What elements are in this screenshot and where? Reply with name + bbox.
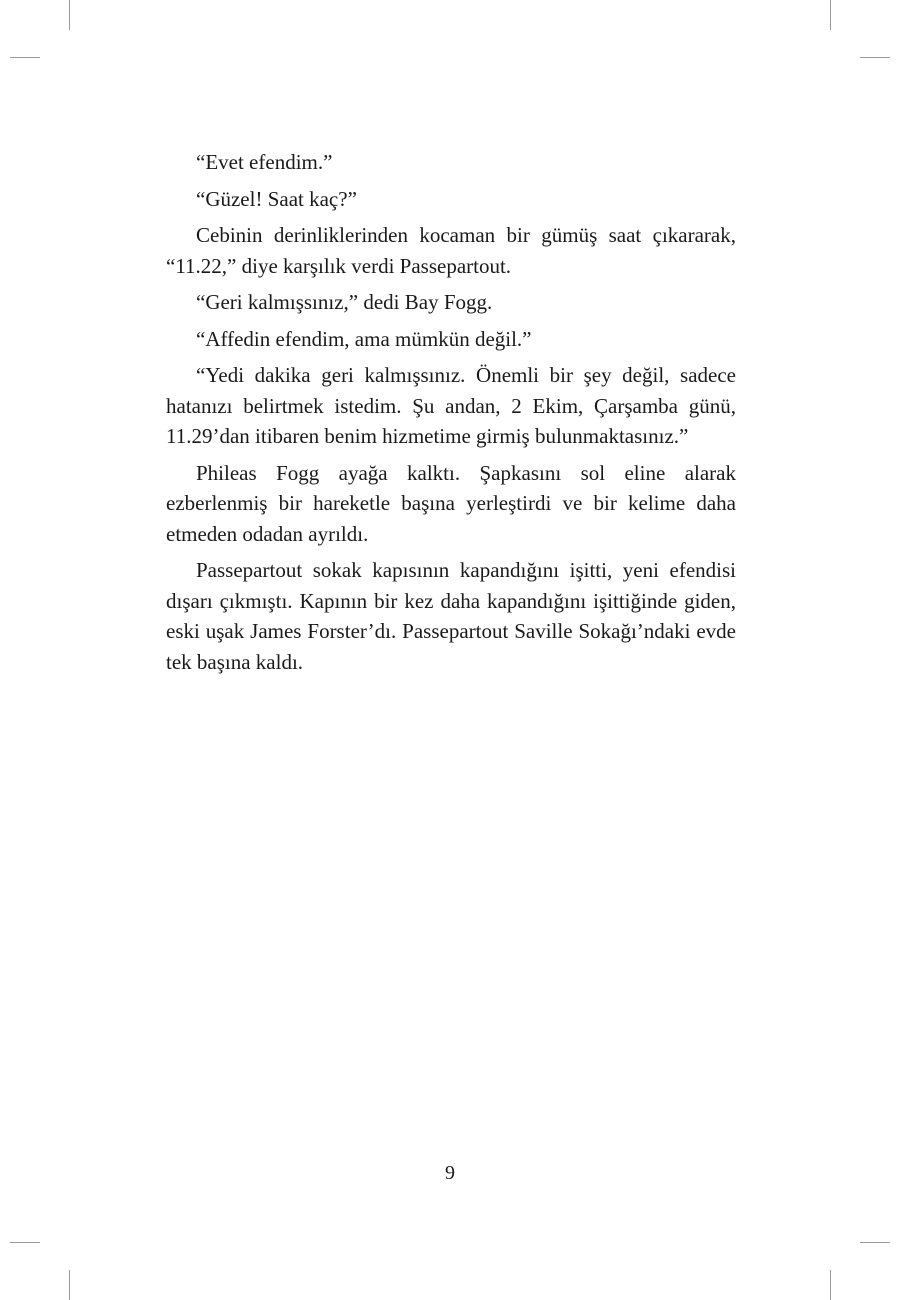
paragraph: Phileas Fogg ayağa kalktı. Şapkasını sol eline alarak ezberlenmiş bir hareketle başına yerleştirdi ve bir kelime daha etmeden odadan ayrıldı. [166,460,736,546]
crop-mark-top-left-horizontal [10,57,40,58]
crop-mark-bottom-left-vertical [69,1270,70,1300]
crop-mark-top-right-vertical [830,0,831,30]
crop-mark-bottom-right-vertical [830,1270,831,1300]
paragraph: “Affedin efendim, ama mümkün değil.” [196,326,532,351]
paragraph: “Güzel! Saat kaç?” [196,186,357,211]
crop-mark-top-left-vertical [69,0,70,30]
paragraph: “Evet efendim.” [196,150,333,174]
paragraph: “Geri kalmışsınız,” dedi Bay Fogg. [196,290,493,314]
page-number: 9 [445,1162,455,1184]
body-text [166,147,736,683]
paragraph: Passepartout sokak kapısının kapandığını işitti, yeni efendisi dışarı çıkmıştı. Kapının bir kez daha kapandığını işittiğinde giden, eski uşak James Forster’dı. Passepartout Saville Sokağı’ndaki evde tek başına kaldı. [166,558,736,674]
paragraph: “Yedi dakika geri kalmışsınız. Önemli bir şey değil, sadece hatanızı belirtmek istedim. Şu andan, 2 Ekim, Çarşamba günü, 11.29’dan itibaren benim hizmetime girmiş bulunmaktasınız.” [166,363,736,448]
crop-mark-bottom-right-horizontal [860,1242,890,1243]
paragraph: Cebinin derinliklerinden kocaman bir gümüş saat çıkararak, “11.22,” diye karşılık verdi Passepartout. [166,223,736,278]
crop-mark-top-right-horizontal [860,57,890,58]
crop-mark-bottom-left-horizontal [10,1242,40,1243]
